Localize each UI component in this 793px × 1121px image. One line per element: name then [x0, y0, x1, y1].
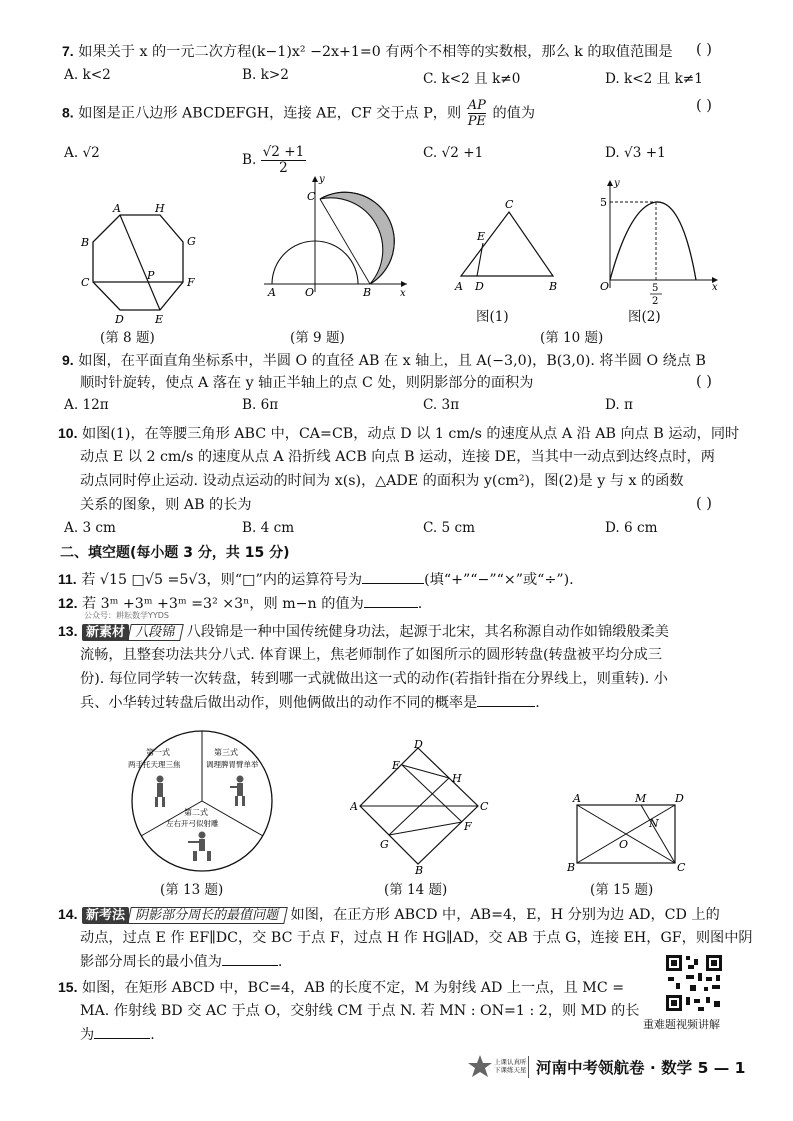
q15-blank[interactable] [94, 1026, 150, 1039]
fig8-label-h: H [155, 202, 165, 215]
q14-tag-topic: 阴影部分周长的最值问题 [127, 907, 288, 924]
q11-blank[interactable] [362, 571, 424, 584]
fig14-label-d: D [414, 738, 423, 751]
fig8-octagon [75, 200, 205, 330]
q13-line2: 流畅，且整套功法共分八式. 体育课上，焦老师制作了如图所示的圆形转盘(转盘被平均分成三 [80, 647, 663, 663]
q8-frac-num: AP [467, 98, 486, 113]
fig10-graph-label-5y: 5 [600, 196, 607, 209]
q9-option-b: B. 6π [242, 397, 279, 413]
qr-code-icon[interactable] [664, 953, 724, 1013]
fig8-caption: (第 8 题) [100, 330, 155, 346]
q7-option-c: C. k<2 且 k≠0 [423, 71, 521, 87]
fig8-label-g: G [187, 235, 196, 248]
fig15-label-o: O [619, 838, 629, 851]
fig10-2-label: 图(2) [628, 309, 661, 325]
fig8-label-f: F [187, 276, 195, 289]
footer-slogan-1: 上课认真听 [494, 1058, 527, 1066]
fig10-graph [596, 176, 726, 306]
fig10-triangle [453, 198, 563, 298]
footer-divider [528, 1056, 529, 1078]
q15-text-3: 为 [80, 1027, 95, 1043]
q10-option-c: C. 5 cm [423, 520, 476, 536]
fig9-label-x: x [400, 288, 406, 297]
q9-number: 9. [62, 352, 74, 368]
q10-text-1: 如图(1)，在等腰三角形 ABC 中，CA=CB，动点 D 以 1 cm/s 的速度从点 A 沿 AB 向点 B 运动，同时 [81, 426, 740, 442]
fig14-label-f: F [464, 820, 472, 833]
fig10-1-label: 图(1) [476, 309, 509, 325]
fig10-graph-label-2: 2 [652, 296, 659, 306]
section2-heading: 二、填空题(每小题 3 分，共 15 分) [60, 545, 290, 561]
fig14-label-b: B [415, 864, 424, 876]
q14-number: 14. [58, 906, 78, 922]
q11-number: 11. [58, 571, 77, 587]
q15-line1 [58, 978, 624, 997]
spinner-name-1: 两手托天理三焦 [128, 760, 181, 769]
q13-text-4: 兵、小华转过转盘后做出动作，则他俩做出的动作不同的概率是 [80, 695, 478, 711]
q12-text-b: . [417, 596, 423, 612]
q9-option-d: D. π [605, 397, 633, 413]
fig14-label-c: C [480, 800, 489, 813]
q14-text-3: 影部分周长的最小值为 [80, 954, 222, 970]
q13-tag-topic: 八段锦 [127, 624, 184, 641]
q12-watermark: 公众号：耕耘数学YYDS [84, 611, 170, 620]
q13-blank[interactable] [477, 694, 535, 707]
q15-line2: MA. 作射线 BD 交 AC 于点 O，交射线 CM 于点 N. 若 MN : ON=1 : 2，则 MD 的长 [80, 1003, 640, 1019]
q15-text-1: 如图，在矩形 ABCD 中，BC=4，AB 的长度不定，M 为射线 AD 上一点，且 MC = [81, 980, 625, 996]
q10-number: 10. [58, 425, 78, 441]
q14-blank[interactable] [222, 953, 278, 966]
q13-line1 [58, 622, 669, 641]
q15-number: 15. [58, 979, 78, 995]
fig10-label-e: E [477, 230, 486, 243]
fig9-semicircle [262, 172, 412, 297]
fig9-label-y: y [319, 174, 325, 185]
fig8-label-a: A [113, 202, 121, 215]
q8-frac-den: PE [467, 114, 486, 129]
q13-number: 13. [58, 623, 78, 639]
q14-line1 [58, 905, 720, 924]
q8-stem [62, 98, 535, 129]
q14-line3 [80, 953, 282, 971]
fig15-label-d: D [675, 793, 684, 805]
fig15-label-a: A [573, 793, 581, 805]
fig8-label-d: D [115, 313, 124, 326]
fig9-label-b: B [363, 286, 372, 297]
spinner-name-2: 左右开弓似射雕 [166, 819, 219, 828]
fig8-label-c: C [81, 276, 90, 289]
fig14-label-h: H [452, 772, 462, 785]
q8-answer-paren: ( ) [696, 98, 712, 114]
fig10-caption: (第 10 题) [540, 330, 604, 346]
fig13-caption: (第 13 题) [160, 882, 224, 898]
fig15-label-n: N [649, 817, 659, 830]
q8-text-end: 的值为 [492, 105, 536, 122]
fig14-label-e: E [392, 759, 401, 772]
q12-text-a: 若 3ᵐ +3ᵐ +3ᵐ =3² ×3ⁿ，则 m−n 的值为 [81, 596, 364, 612]
fig15-rectangle [565, 793, 690, 873]
fig9-caption: (第 9 题) [290, 330, 345, 346]
q7-option-d: D. k<2 且 k≠1 [605, 71, 703, 87]
fig10-graph-label-o: O [600, 280, 610, 293]
fig15-label-m: M [635, 793, 647, 805]
q7-number: 7. [62, 43, 74, 59]
q15-line3 [80, 1026, 155, 1044]
q8-fraction [468, 98, 486, 129]
q7-option-a: A. k<2 [64, 67, 111, 83]
fig10-label-c: C [505, 198, 514, 211]
fig14-label-a: A [350, 800, 358, 813]
fig14-label-g: G [380, 838, 389, 851]
spinner-name-3: 调理脾胃臂单举 [206, 760, 259, 769]
q14-line2: 动点，过点 E 作 EF∥DC，交 BC 于点 F，过点 H 作 HG∥AD，交 AB 于点 G，连接 EH，GF，则图中阴 [80, 930, 753, 946]
fig8-label-b: B [81, 236, 90, 249]
q7-text: 如果关于 x 的一元二次方程(k−1)x² −2x+1=0 有两个不相等的实数根，那么 k 的取值范围是 [78, 44, 673, 60]
fig13-spinner [118, 727, 286, 875]
fig10-graph-label-5x: 5 [652, 283, 659, 294]
q7-answer-paren: ( ) [696, 42, 712, 58]
fig10-label-a: A [455, 280, 463, 293]
q11-text-b: (填“+”“−”“×”或“÷”). [424, 572, 574, 588]
fig9-label-a: A [268, 286, 276, 297]
q9-answer-paren: ( ) [696, 374, 712, 390]
fig15-caption: (第 15 题) [590, 882, 654, 898]
q9-option-c: C. 3π [423, 397, 460, 413]
q13-end: . [535, 695, 540, 711]
fig10-label-b: B [549, 280, 558, 293]
q14-text-1: 如图，在正方形 ABCD 中，AB=4，E，H 分别为边 AD，CD 上的 [290, 907, 720, 923]
q9-line2: 顺时针旋转，使点 A 落在 y 轴正半轴上的点 C 处，则阴影部分的面积为 [80, 375, 534, 391]
q9-line1 [62, 351, 706, 370]
q8-option-b-label: B. [242, 152, 257, 168]
q13-line4 [80, 694, 540, 712]
q8-option-d: D. √3 +1 [605, 145, 666, 161]
q8-option-c: C. √2 +1 [423, 145, 484, 161]
fig8-label-p: P [147, 269, 155, 282]
fig14-caption: (第 14 题) [384, 882, 448, 898]
q12-number: 12. [58, 595, 78, 611]
q15-end: . [150, 1027, 155, 1043]
q8-number: 8. [62, 104, 74, 121]
q7-stem [62, 42, 673, 61]
q14-end: . [277, 954, 283, 970]
q14-tag: 新考法 [82, 907, 129, 924]
fig15-label-b: B [567, 861, 576, 873]
q13-line3: 份). 每位同学转一次转盘，转到哪一式就做出这一式的动作(若指针指在分界线上，则重转). 小 [80, 671, 668, 687]
q8-option-a: A. √2 [64, 145, 100, 161]
q11-text-a: 若 √15 □√5 =5√3，则“□”内的运算符号为 [81, 572, 363, 588]
q9-option-a: A. 12π [64, 397, 109, 413]
q10-option-d: D. 6 cm [605, 520, 658, 536]
footer-logo-icon [466, 1053, 494, 1081]
fig10-graph-label-x: x [712, 282, 718, 293]
q8-option-b-den: 2 [279, 160, 288, 176]
spinner-label-1: 第一式 [146, 748, 170, 757]
fig10-label-d: D [475, 280, 484, 293]
q10-answer-paren: ( ) [696, 496, 712, 512]
qr-caption: 重难题视频讲解 [643, 1018, 720, 1031]
q12-blank[interactable] [364, 595, 418, 608]
fig15-label-c: C [677, 861, 686, 873]
q13-tag: 新素材 [82, 624, 129, 641]
footer-slogan-2: 下课练天星 [494, 1066, 527, 1074]
fig14-square [350, 738, 490, 876]
q10-line4: 关系的图象，则 AB 的长为 [80, 497, 252, 513]
q10-line1 [58, 424, 739, 443]
fig8-label-e: E [155, 313, 164, 326]
q10-option-b: B. 4 cm [242, 520, 295, 536]
q9-text-1: 如图，在平面直角坐标系中，半圆 O 的直径 AB 在 x 轴上，且 A(−3,0)，B(3,0). 将半圆 O 绕点 B [78, 353, 706, 369]
q10-line2: 动点 E 以 2 cm/s 的速度从点 A 沿折线 ACB 向点 B 运动，连接 DE，当其中一动点到达终点时，两 [80, 449, 715, 465]
fig9-label-c: C [307, 190, 316, 203]
footer-title: 河南中考领航卷 · 数学 5 — 1 [536, 1059, 746, 1077]
footer-slogan [494, 1058, 527, 1074]
q8-text: 如图是正八边形 ABCDEFGH，连接 AE，CF 交于点 P，则 [78, 105, 462, 122]
q11-stem [58, 570, 574, 589]
q10-option-a: A. 3 cm [64, 520, 116, 536]
fig10-graph-label-y: y [614, 178, 620, 189]
q13-text-1: 八段锦是一种中国传统健身功法，起源于北宋，其名称源自动作如锦缎般柔美 [186, 624, 669, 640]
spinner-label-3: 第三式 [214, 748, 238, 757]
q8-option-b-num: √2 +1 [262, 144, 305, 160]
q10-line3: 动点同时停止运动. 设动点运动的时间为 x(s)，△ADE 的面积为 y(cm²)，图(2)是 y 与 x 的函数 [80, 473, 684, 489]
q7-option-b: B. k>2 [242, 67, 289, 83]
spinner-label-2: 第二式 [184, 808, 208, 817]
fig9-label-o: O [305, 286, 315, 297]
